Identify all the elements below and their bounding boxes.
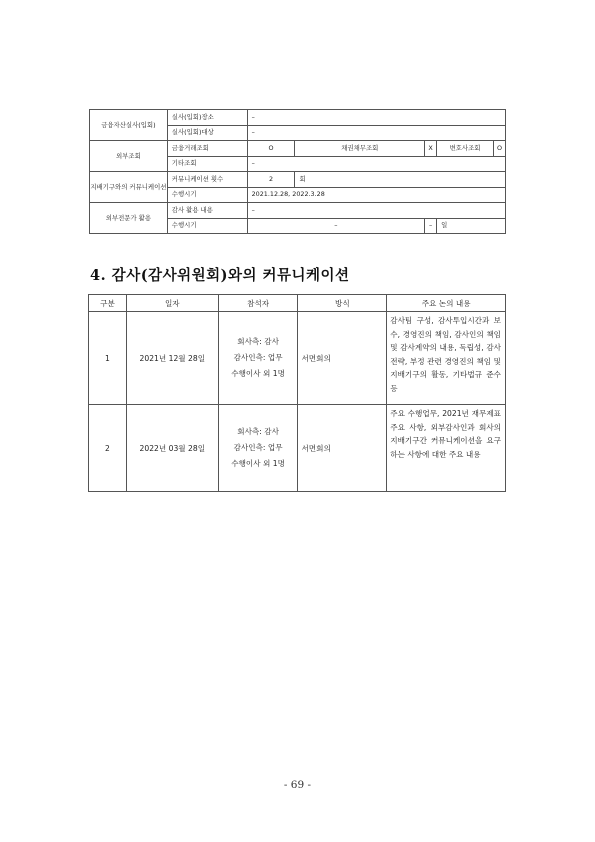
- header-method: 방식: [298, 295, 387, 312]
- financial-inquiry-value: O: [247, 141, 295, 157]
- other-inquiry-label: 기타조회: [167, 156, 247, 172]
- communication-count-label: 커뮤니케이션 횟수: [167, 172, 247, 188]
- header-topics: 주요 논의 내용: [387, 295, 506, 312]
- row-attendees: [218, 312, 298, 405]
- row-topics: 감사팀 구성, 감사투입시간과 보수, 경영진의 책임, 감사인의 책임 및 감사계약의 내용, 독립성, 감사전략, 부정 관련 경영진의 책임 및 지배기구의 활동, 기타법규 준수 등: [387, 312, 506, 405]
- receivable-inquiry-label: 채권채무조회: [295, 141, 425, 157]
- governance-timing-value: 2021.12.28, 2022.3.28: [247, 187, 505, 203]
- row-date: 2021년 12월 28일: [126, 312, 218, 405]
- row-method: 서면회의: [298, 312, 387, 405]
- header-no: 구분: [89, 295, 127, 312]
- row-attendees: [218, 405, 298, 492]
- lawyer-inquiry-value: O: [493, 141, 505, 157]
- receivable-inquiry-value: X: [425, 141, 437, 157]
- header-date: 일자: [126, 295, 218, 312]
- header-attendees: 참석자: [218, 295, 298, 312]
- external-expert-group: 외부전문가 활용: [90, 203, 168, 234]
- expert-days-unit: 일: [437, 218, 506, 234]
- expert-content-label: 감사 활용 내용: [167, 203, 247, 219]
- external-inquiry-group: 외부조회: [90, 141, 168, 172]
- page-number: - 69 -: [283, 779, 312, 791]
- financial-inquiry-label: 금융거래조회: [167, 141, 247, 157]
- attendee-line: 수행이사 외 1명: [231, 369, 285, 378]
- inspection-target-label: 실사(입회)대상: [167, 125, 247, 141]
- table-row: [89, 312, 506, 405]
- row-no: 1: [89, 312, 127, 405]
- audit-procedures-table: [89, 109, 506, 234]
- inspection-place-value: –: [247, 110, 505, 126]
- table-row: [89, 405, 506, 492]
- lawyer-inquiry-label: 변호사조회: [437, 141, 494, 157]
- expert-timing-value: –: [247, 218, 425, 234]
- inspection-place-label: 실사(입회)장소: [167, 110, 247, 126]
- other-inquiry-value: –: [247, 156, 505, 172]
- audit-committee-communication-table: [88, 294, 506, 492]
- expert-days-value: –: [425, 218, 437, 234]
- section-title: 4. 감사(감사위원회)와의 커뮤니케이션: [90, 267, 350, 284]
- asset-inspection-group: 금융자산실사(입회): [90, 110, 168, 141]
- attendee-line: 회사측: 감사: [237, 337, 279, 346]
- inspection-target-value: –: [247, 125, 505, 141]
- attendee-line: 회사측: 감사: [237, 427, 279, 436]
- communication-count-unit: 회: [295, 172, 506, 188]
- expert-timing-label: 수행시기: [167, 218, 247, 234]
- expert-content-value: –: [247, 203, 505, 219]
- row-no: 2: [89, 405, 127, 492]
- row-date: 2022년 03월 28일: [126, 405, 218, 492]
- attendee-line: 감사인측: 업무: [233, 353, 283, 362]
- attendee-line: 수행이사 외 1명: [231, 459, 285, 468]
- attendee-line: 감사인측: 업무: [233, 443, 283, 452]
- row-topics: 주요 수행업무, 2021년 재무제표 주요 사항, 외부감사인과 회사의 지배기구간 커뮤니케이션을 요구하는 사항에 대한 주요 내용: [387, 405, 506, 492]
- governance-group: 지배기구와의 커뮤니케이션: [90, 172, 168, 203]
- communication-count-value: 2: [247, 172, 295, 188]
- governance-timing-label: 수행시기: [167, 187, 247, 203]
- row-method: 서면회의: [298, 405, 387, 492]
